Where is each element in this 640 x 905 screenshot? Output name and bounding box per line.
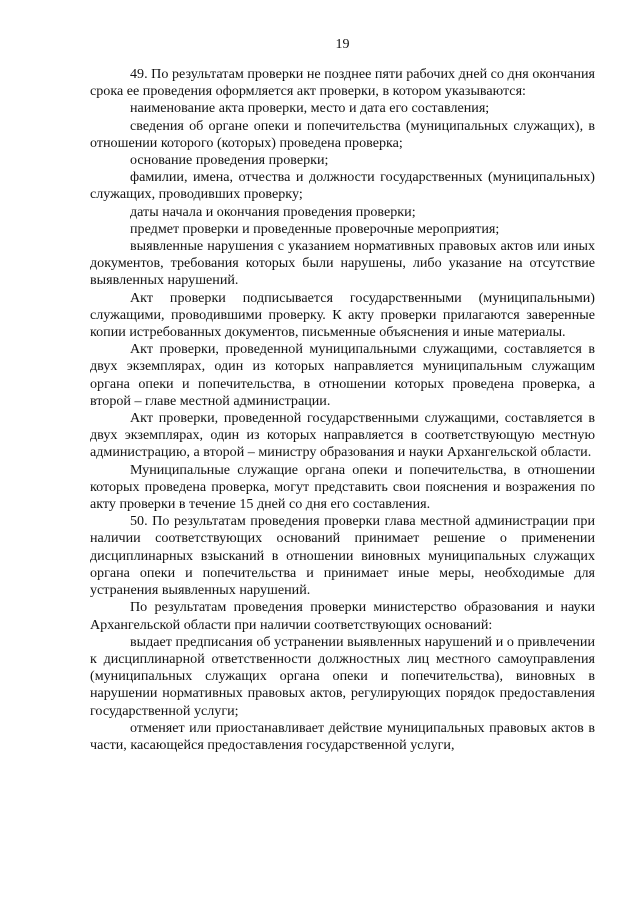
list-item-dates: даты начала и окончания проведения проверки;: [130, 203, 416, 220]
paragraph-act-signing: Акт проверки подписывается государственными (муниципальными) служащими, проводившими проверку. К акту проверки прилагаются заверенные копии истребованных документов, письменные объяснения и иные материалы.: [90, 289, 595, 341]
paragraph-objections: Муниципальные служащие органа опеки и попечительства, в отношении которых проведена проверка, могут представить свои пояснения и возражения по акту проверки в течение 15 дней со дня его составления.: [90, 461, 595, 513]
paragraph-49-intro: 49. По результатам проверки не позднее пяти рабочих дней со дня окончания срока ее проведения оформляется акт проверки, в котором указываются:: [90, 66, 595, 100]
list-item-violations: выявленные нарушения с указанием нормативных правовых актов или иных документов, требования которых были нарушены, либо указание на отсутствие выявленных нарушений.: [90, 238, 595, 289]
list-item-prescriptions: выдает предписания об устранении выявленных нарушений и о привлечении к дисциплинарной ответственности должностных лиц местного самоуправления (муниципальных служащих органа опеки и попечительства), виновных в нарушении нормативных правовых актов, регулирующих порядок предоставления государственной услуги;: [90, 633, 595, 719]
list-item-subject: предмет проверки и проведенные проверочные мероприятия;: [130, 220, 500, 237]
list-item-act-name: наименование акта проверки, место и дата его составления;: [130, 100, 490, 117]
list-item-inspectors: фамилии, имена, отчества и должности государственных (муниципальных) служащих, проводивших проверку;: [90, 169, 595, 203]
paragraph-state-act: Акт проверки, проведенной государственными служащими, составляется в двух экземплярах, один из которых направляется в соответствующую местную администрацию, а второй – министру образования и науки Архангельской области.: [90, 410, 595, 461]
list-item-authority-info: сведения об органе опеки и попечительства (муниципальных служащих), в отношении которого (которых) проведена проверка;: [90, 117, 595, 151]
list-item-cancel-acts: отменяет или приостанавливает действие муниципальных правовых актов в части, касающейся предоставления государственной услуги,: [90, 719, 595, 753]
paragraph-50: 50. По результатам проведения проверки глава местной администрации при наличии соответствующих оснований принимает решение о применении дисциплинарных взысканий в отношении виновных муниципальных служащих органа опеки и попечительства и принимает иные меры, необходимые для устранения выявленных нарушений.: [90, 513, 595, 599]
paragraph-municipal-act: Акт проверки, проведенной муниципальными служащими, составляется в двух экземплярах, один из которых направляется муниципальным служащим органа опеки и попечительства, в отношении которых проведена проверка, а второй – главе местной администрации.: [90, 341, 595, 409]
page-number: 19: [335, 37, 350, 52]
paragraph-ministry-actions: По результатам проведения проверки министерство образования и науки Архангельской области при наличии соответствующих оснований:: [90, 599, 595, 633]
list-item-basis: основание проведения проверки;: [130, 152, 329, 169]
